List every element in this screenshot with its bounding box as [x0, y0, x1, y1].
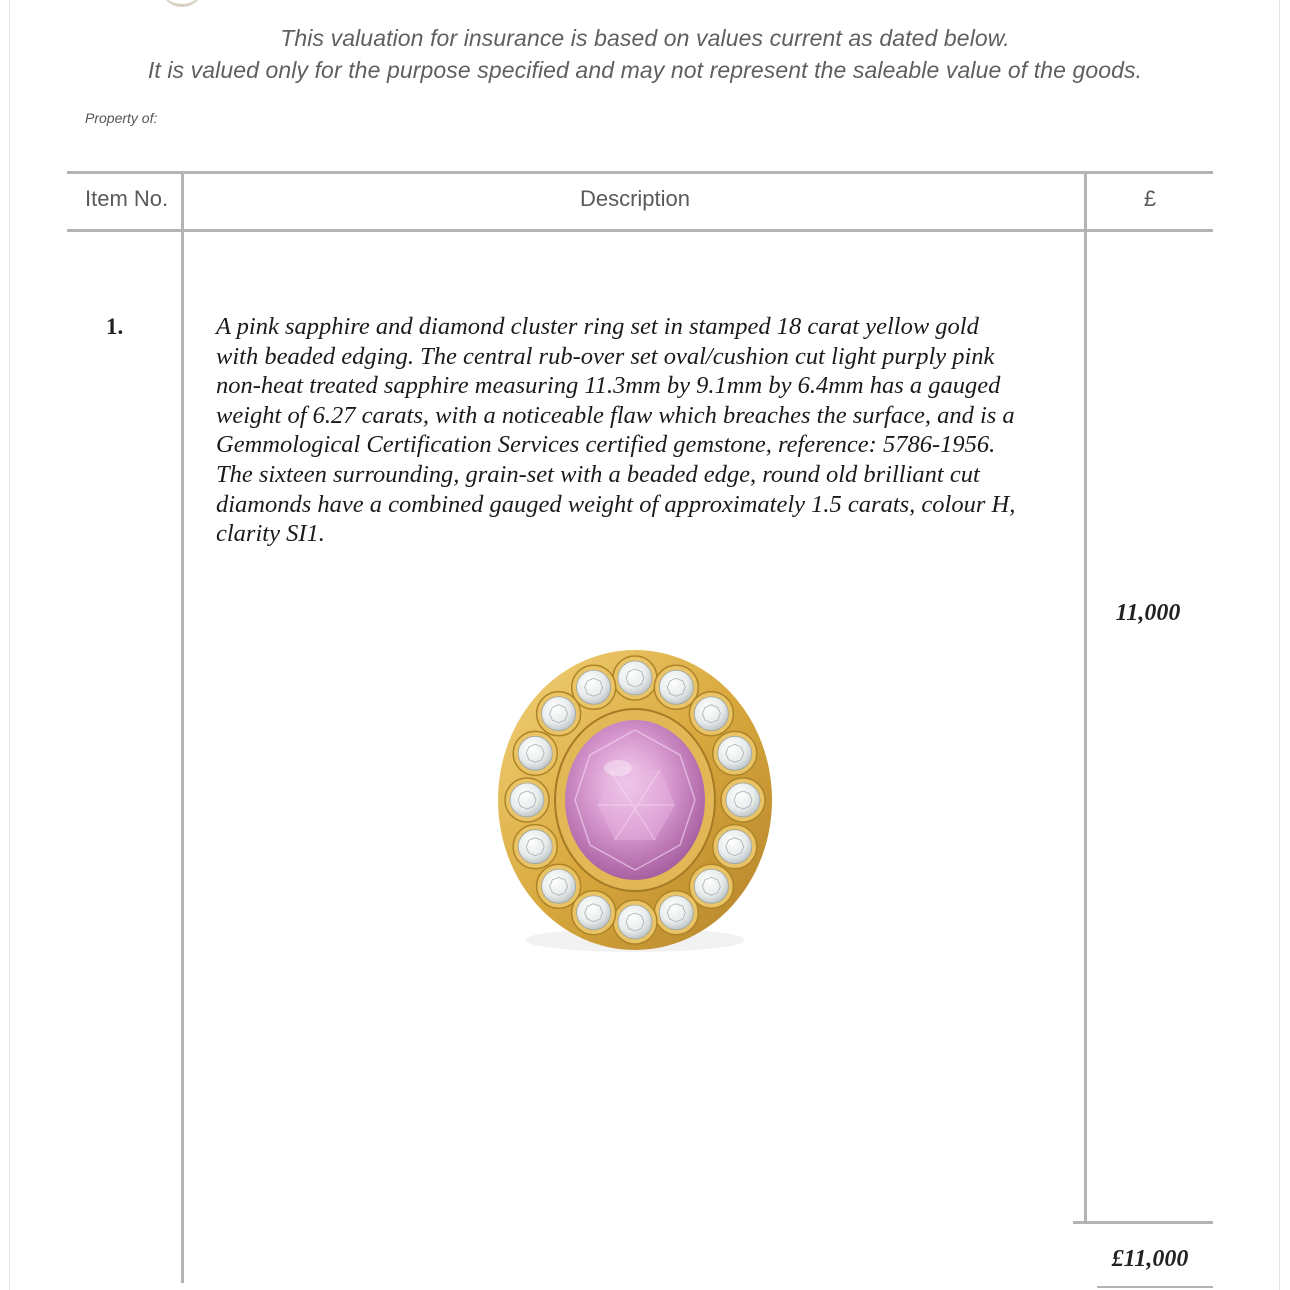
total-rule: [1073, 1221, 1213, 1224]
table-header-rule: [67, 229, 1213, 232]
diamond-stone: [726, 783, 760, 817]
property-of-label: Property of:: [85, 110, 158, 126]
description-line: weight of 6.27 carats, with a noticeable flaw which breaches the surface, and is a: [216, 401, 1015, 429]
column-divider-right: [1084, 171, 1087, 1223]
diamond-stone: [542, 869, 576, 903]
description-line: A pink sapphire and diamond cluster ring set in stamped 18 carat yellow gold: [216, 313, 979, 340]
diamond-stone: [618, 905, 652, 939]
diamond-stone: [718, 736, 752, 770]
page-edge-left: [9, 0, 10, 1290]
diamond-stone: [542, 697, 576, 731]
header-item-no: Item No.: [85, 186, 169, 211]
diamond-stone: [694, 869, 728, 903]
item-number: 1.: [106, 314, 124, 339]
disclaimer-line-2: It is valued only for the purpose specified and may not represent the saleable value of the goods.: [147, 57, 1143, 83]
description-line: diamonds have a combined gauged weight of approximately 1.5 carats, colour H,: [216, 490, 1016, 518]
disclaimer-line-1: This valuation for insurance is based on values current as dated below.: [280, 25, 1010, 51]
diamond-stone: [577, 670, 611, 704]
description-line: with beaded edging. The central rub-over set oval/cushion cut light purply pink: [216, 342, 995, 370]
page-edge-right: [1279, 0, 1280, 1290]
header-currency: £: [1143, 186, 1157, 211]
diamond-stone: [510, 783, 544, 817]
diamond-stone: [518, 736, 552, 770]
ring-photo: [470, 640, 800, 970]
diamond-stone: [718, 830, 752, 864]
description-line: non-heat treated sapphire measuring 11.3mm by 9.1mm by 6.4mm has a gauged: [216, 372, 1001, 400]
diamond-stone: [518, 830, 552, 864]
diamond-stone: [659, 670, 693, 704]
table-top-rule: [67, 171, 1213, 174]
logo-fragment: [160, 0, 204, 7]
column-divider-left: [181, 171, 184, 1283]
diamond-stone: [659, 896, 693, 930]
description-line: clarity SI1.: [216, 520, 325, 548]
item-value: 11,000: [1115, 600, 1181, 626]
description-line: The sixteen surrounding, grain-set with a beaded edge, round old brilliant cut: [216, 460, 980, 488]
diamond-stone: [694, 697, 728, 731]
diamond-stone: [577, 896, 611, 930]
total-value: £11,000: [1111, 1246, 1189, 1272]
diamond-stone: [618, 661, 652, 695]
item-description: [216, 312, 1076, 549]
header-description: Description: [579, 186, 691, 211]
description-line: Gemmological Certification Services certified gemstone, reference: 5786-1956.: [216, 431, 996, 459]
total-underline: [1097, 1286, 1213, 1288]
